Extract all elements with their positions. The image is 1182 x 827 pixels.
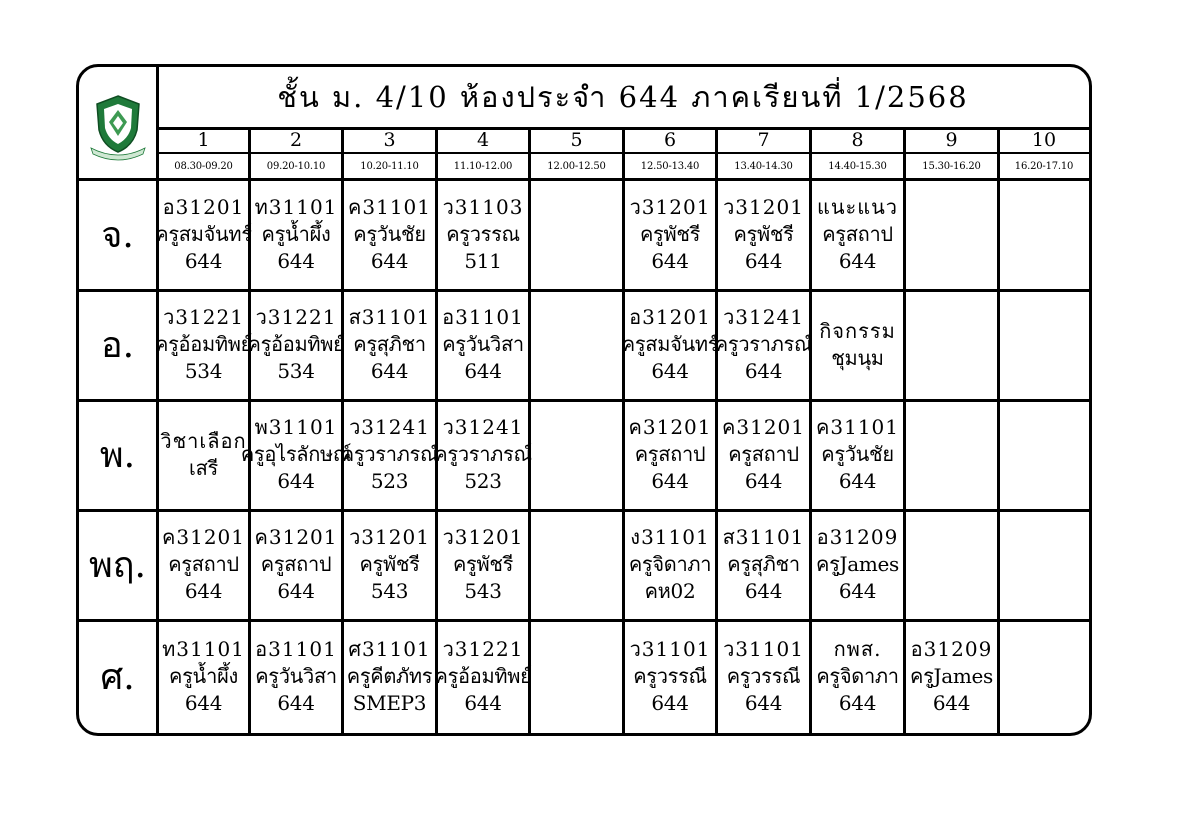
teacher-name: ครูสถาป xyxy=(728,442,799,466)
room-number: 644 xyxy=(838,690,877,715)
school-logo xyxy=(87,92,149,160)
class-cell xyxy=(159,401,248,508)
class-cell xyxy=(344,291,435,398)
room-number: 644 xyxy=(651,359,689,383)
class-cell xyxy=(812,291,903,398)
subject-code: ว31101 xyxy=(629,636,711,661)
subject-code: ค31201 xyxy=(161,525,245,549)
teacher-name: ครูวรรณี xyxy=(633,663,707,688)
subject-code: ว31241 xyxy=(349,415,430,439)
teacher-name: ครูวันชัย xyxy=(821,442,894,466)
room-number: 644 xyxy=(277,579,315,603)
period-time: 15.30-16.20 xyxy=(922,161,981,172)
period-time: 14.40-15.30 xyxy=(828,161,887,172)
subject-code: ว31201 xyxy=(723,195,804,219)
class-cell xyxy=(531,181,622,288)
period-time: 16.20-17.10 xyxy=(1014,161,1074,172)
period-time: 11.10-12.00 xyxy=(453,161,513,172)
room-number: 644 xyxy=(744,469,783,493)
period-number: 1 xyxy=(197,128,210,151)
period-number: 8 xyxy=(851,128,864,151)
room-number: 644 xyxy=(184,579,223,603)
room-number: 644 xyxy=(744,359,783,383)
period-time: 12.50-13.40 xyxy=(640,161,700,172)
period-time: 13.40-14.30 xyxy=(734,161,793,172)
class-cell xyxy=(434,401,532,508)
subject-code: ว31201 xyxy=(442,525,524,549)
class-cell xyxy=(247,291,345,398)
teacher-name: ครูสมจันทร์ xyxy=(155,222,252,246)
day-label: จ. xyxy=(101,215,134,256)
room-number: 523 xyxy=(464,469,502,493)
class-cell xyxy=(812,511,903,618)
teacher-name: ครูพัชรี xyxy=(452,552,514,576)
period-number: 4 xyxy=(476,128,490,151)
period-time: 12.00-12.50 xyxy=(547,161,606,172)
subject-code: ส31101 xyxy=(722,525,805,549)
room-number: 644 xyxy=(184,249,223,273)
class-cell xyxy=(251,621,341,731)
class-cell xyxy=(251,511,341,618)
class-cell xyxy=(906,181,997,288)
teacher-name: ครูJames xyxy=(909,663,994,688)
subject-code: ค31201 xyxy=(721,415,805,439)
subject-code: ว31103 xyxy=(442,195,524,219)
day-label: พ. xyxy=(99,435,136,476)
subject-code: ศ31101 xyxy=(348,636,431,661)
room-number: 644 xyxy=(651,469,689,493)
day-label: พฤ. xyxy=(89,545,146,586)
class-cell xyxy=(812,621,903,731)
teacher-name: ครูสถาป xyxy=(822,222,893,246)
class-cell xyxy=(438,511,528,618)
teacher-name: ครูอุไรลักษณ์ xyxy=(240,442,352,466)
room-number: 644 xyxy=(744,690,783,715)
subject-code: อ31201 xyxy=(162,195,245,219)
class-cell xyxy=(159,621,248,731)
teacher-name: ครูวันวิสา xyxy=(255,663,337,688)
room-number: คห02 xyxy=(644,579,696,603)
subject-code: อ31101 xyxy=(442,305,524,329)
class-cell xyxy=(714,291,813,398)
room-number: 644 xyxy=(464,690,502,715)
class-cell xyxy=(531,401,622,508)
subject-code: ว31221 xyxy=(255,305,337,329)
room-number: 523 xyxy=(370,469,409,493)
class-cell xyxy=(625,181,715,288)
teacher-name: ชุมนุม xyxy=(831,345,884,370)
period-number: 9 xyxy=(945,128,958,151)
class-cell xyxy=(1000,511,1088,618)
class-cell xyxy=(906,621,997,731)
room-number: 644 xyxy=(838,469,877,493)
class-cell xyxy=(1000,401,1088,508)
room-number: 644 xyxy=(744,249,783,273)
subject-code: อ31201 xyxy=(629,305,711,329)
subject-code: ท31101 xyxy=(162,636,245,661)
class-cell xyxy=(531,621,622,731)
room-number: 644 xyxy=(277,469,315,493)
teacher-name: ครูจิดาภา xyxy=(628,552,712,576)
subject-code: ว31221 xyxy=(163,305,244,329)
class-cell xyxy=(1000,621,1088,731)
teacher-name: ครูน้ำผึ้ง xyxy=(168,663,238,688)
room-number: 644 xyxy=(370,359,409,383)
room-number: 644 xyxy=(277,690,315,715)
teacher-name: ครูสุภิชา xyxy=(727,552,800,576)
teacher-name: ครูสถาป xyxy=(260,552,332,576)
class-cell xyxy=(812,401,903,508)
teacher-name: ครูอ้อมทิพย์ xyxy=(247,332,345,356)
subject-code: พ31101 xyxy=(254,415,338,439)
period-time: 10.20-11.10 xyxy=(360,161,419,172)
room-number: 644 xyxy=(744,579,783,603)
subject-code: กพส. xyxy=(833,636,882,661)
class-cell xyxy=(344,621,435,731)
teacher-name: ครูอ้อมทิพย์ xyxy=(434,663,532,688)
room-number: 644 xyxy=(651,249,689,273)
subject-code: ว31221 xyxy=(442,636,524,661)
period-number: 6 xyxy=(663,128,677,151)
subject-code: วิชาเลือก xyxy=(160,428,247,453)
room-number: 543 xyxy=(464,579,502,603)
teacher-name: ครูวรรณ xyxy=(446,222,520,246)
room-number: 644 xyxy=(838,249,877,273)
teacher-name: ครูวันวิสา xyxy=(442,332,524,356)
class-cell xyxy=(718,511,809,618)
subject-code: อ31101 xyxy=(255,636,337,661)
class-cell xyxy=(812,181,903,288)
room-number: 644 xyxy=(370,249,409,273)
room-number: 644 xyxy=(277,249,315,273)
class-cell xyxy=(906,401,997,508)
subject-code: ค31201 xyxy=(628,415,712,439)
class-cell xyxy=(434,621,532,731)
class-cell xyxy=(906,291,997,398)
class-cell xyxy=(155,291,253,398)
subject-code: กิจกรรม xyxy=(819,318,896,343)
class-cell xyxy=(625,511,715,618)
class-cell xyxy=(621,291,719,398)
class-cell xyxy=(718,181,809,288)
subject-code: ว31201 xyxy=(349,525,430,549)
subject-code: ว31201 xyxy=(629,195,711,219)
subject-code: ค31101 xyxy=(815,415,899,439)
period-number: 3 xyxy=(383,128,396,151)
class-cell xyxy=(625,621,715,731)
teacher-name: ครูพัชรี xyxy=(359,552,420,576)
subject-code: อ31209 xyxy=(910,636,993,661)
class-cell xyxy=(340,401,439,508)
class-cell xyxy=(718,621,809,731)
subject-code: ว31241 xyxy=(442,415,524,439)
class-cell xyxy=(159,511,248,618)
period-number: 10 xyxy=(1031,128,1057,151)
period-time: 08.30-09.20 xyxy=(174,161,233,172)
subject-code: ส31101 xyxy=(348,305,431,329)
subject-code: ค31201 xyxy=(254,525,338,549)
teacher-name: ครูJames xyxy=(815,552,900,576)
teacher-name: ครูวราภรณ์ xyxy=(340,442,439,466)
class-cell xyxy=(240,401,352,508)
teacher-name: ครูจิดาภา xyxy=(816,663,899,688)
class-cell xyxy=(531,291,622,398)
teacher-name: ครูวันชัย xyxy=(353,222,426,246)
subject-code: ง31101 xyxy=(630,525,710,549)
room-number: 644 xyxy=(838,579,877,603)
class-cell xyxy=(438,291,528,398)
room-number: 644 xyxy=(651,690,689,715)
timetable xyxy=(76,64,1092,736)
class-cell xyxy=(155,181,252,288)
class-cell xyxy=(438,181,528,288)
class-cell xyxy=(531,511,622,618)
day-label: ศ. xyxy=(100,656,135,698)
class-cell xyxy=(344,181,435,288)
class-cell xyxy=(718,401,809,508)
period-time: 09.20-10.10 xyxy=(266,161,326,172)
period-number: 7 xyxy=(757,128,770,151)
class-cell xyxy=(251,181,341,288)
page-title: ชั้น ม. 4/10 ห้องประจำ 644 ภาคเรียนที่ 1/2568 xyxy=(277,80,969,114)
teacher-name: ครูพัชรี xyxy=(639,222,701,246)
room-number: 644 xyxy=(464,359,502,383)
subject-code: ท31101 xyxy=(254,195,338,219)
teacher-name: ครูวราภรณ์ xyxy=(714,332,813,356)
subject-code: ว31241 xyxy=(723,305,804,329)
subject-code: อ31209 xyxy=(816,525,899,549)
class-cell xyxy=(906,511,997,618)
period-number: 5 xyxy=(570,128,583,151)
teacher-name: ครูพัชรี xyxy=(733,222,794,246)
teacher-name: ครูอ้อมทิพย์ xyxy=(155,332,253,356)
subject-code: แนะแนว xyxy=(816,195,899,219)
teacher-name: ครูวราภรณ์ xyxy=(434,442,532,466)
day-label: อ. xyxy=(100,325,135,366)
period-number: 2 xyxy=(289,128,303,151)
class-cell xyxy=(1000,181,1088,288)
teacher-name: ครูคีตภัทร xyxy=(346,663,433,688)
class-cell xyxy=(1000,291,1088,398)
room-number: 644 xyxy=(184,690,223,715)
room-number: 534 xyxy=(184,359,223,383)
teacher-name: ครูน้ำผึ้ง xyxy=(261,222,331,246)
teacher-name: ครูสถาป xyxy=(634,442,706,466)
room-number: 543 xyxy=(370,579,409,603)
teacher-name: เสรี xyxy=(189,455,218,480)
subject-code: ค31101 xyxy=(347,195,431,219)
teacher-name: ครูสุภิชา xyxy=(353,332,426,356)
room-number: 534 xyxy=(277,359,315,383)
teacher-name: ครูสมจันทร์ xyxy=(621,332,719,356)
teacher-name: ครูวรรณี xyxy=(726,663,801,688)
class-cell xyxy=(344,511,435,618)
subject-code: ว31101 xyxy=(723,636,804,661)
class-cell xyxy=(625,401,715,508)
room-number: 511 xyxy=(464,249,502,273)
room-number: SMEP3 xyxy=(352,690,427,715)
room-number: 644 xyxy=(932,690,971,715)
teacher-name: ครูสถาป xyxy=(168,552,239,576)
